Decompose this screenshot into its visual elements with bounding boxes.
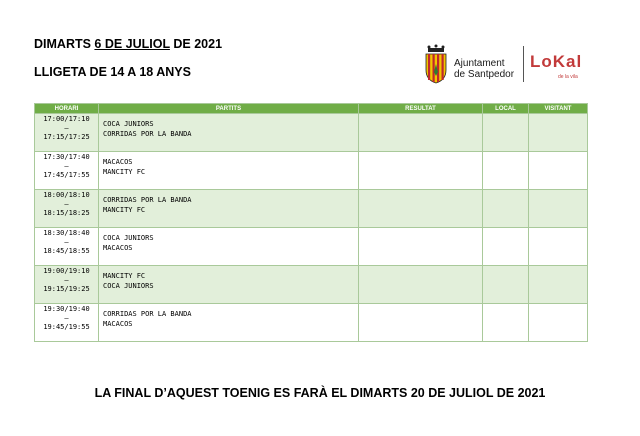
time-cell: 17:30/17:40 – 17:45/17:55 — [35, 152, 99, 190]
document-subtitle: LLIGETA DE 14 A 18 ANYS — [34, 65, 191, 79]
local-score-cell[interactable] — [483, 304, 529, 342]
ajuntament-line2: de Santpedor — [454, 69, 515, 80]
match-cell: COCA JUNIORS MACACOS — [99, 228, 359, 266]
col-header-visitant: VISITANT — [529, 104, 588, 114]
table-row — [35, 152, 588, 190]
match-cell: COCA JUNIORS CORRIDAS POR LA BANDA — [99, 114, 359, 152]
match-cell: MANCITY FC COCA JUNIORS — [99, 266, 359, 304]
table-row — [35, 190, 588, 228]
match-cell: CORRIDAS POR LA BANDA MANCITY FC — [99, 190, 359, 228]
col-header-resultat: RESULTAT — [359, 104, 483, 114]
logo-divider — [523, 46, 524, 82]
visitor-score-cell[interactable] — [529, 266, 588, 304]
result-cell[interactable] — [359, 266, 483, 304]
visitor-score-cell[interactable] — [529, 190, 588, 228]
time-cell: 18:00/18:10 – 18:15/18:25 — [35, 190, 99, 228]
time-cell: 18:30/18:40 – 18:45/18:55 — [35, 228, 99, 266]
document-title-date — [34, 37, 222, 51]
table-header-row — [35, 104, 588, 114]
col-header-partits: PARTITS — [99, 104, 359, 114]
local-score-cell[interactable] — [483, 114, 529, 152]
result-cell[interactable] — [359, 152, 483, 190]
title-suffix: DE 2021 — [169, 37, 223, 51]
result-cell[interactable] — [359, 190, 483, 228]
crest-icon — [424, 44, 448, 84]
schedule-table — [34, 103, 588, 342]
time-cell: 19:00/19:10 – 19:15/19:25 — [35, 266, 99, 304]
lokal-tagline: de la vila — [558, 74, 578, 80]
table-row — [35, 304, 588, 342]
local-score-cell[interactable] — [483, 266, 529, 304]
local-score-cell[interactable] — [483, 228, 529, 266]
ajuntament-line1: Ajuntament — [454, 58, 505, 69]
final-announcement: LA FINAL D’AQUEST TOENIG ES FARÀ EL DIMARTS 20 DE JULIOL DE 2021 — [94, 386, 546, 400]
result-cell[interactable] — [359, 114, 483, 152]
col-header-horari: HORARI — [35, 104, 99, 114]
lokal-name: LoKal — [530, 52, 583, 71]
title-date: 6 DE JULIOL — [94, 37, 170, 51]
table-row — [35, 114, 588, 152]
local-score-cell[interactable] — [483, 190, 529, 228]
visitor-score-cell[interactable] — [529, 304, 588, 342]
lokal-logo — [530, 52, 590, 84]
title-prefix: DIMARTS — [34, 37, 95, 51]
visitor-score-cell[interactable] — [529, 114, 588, 152]
local-score-cell[interactable] — [483, 152, 529, 190]
ajuntament-text — [454, 58, 514, 80]
result-cell[interactable] — [359, 304, 483, 342]
visitor-score-cell[interactable] — [529, 152, 588, 190]
match-cell: MACACOS MANCITY FC — [99, 152, 359, 190]
time-cell: 19:30/19:40 – 19:45/19:55 — [35, 304, 99, 342]
table-row — [35, 266, 588, 304]
time-cell: 17:00/17:10 – 17:15/17:25 — [35, 114, 99, 152]
col-header-local: LOCAL — [483, 104, 529, 114]
visitor-score-cell[interactable] — [529, 228, 588, 266]
table-row — [35, 228, 588, 266]
ajuntament-logo — [424, 44, 524, 86]
match-cell: CORRIDAS POR LA BANDA MACACOS — [99, 304, 359, 342]
result-cell[interactable] — [359, 228, 483, 266]
